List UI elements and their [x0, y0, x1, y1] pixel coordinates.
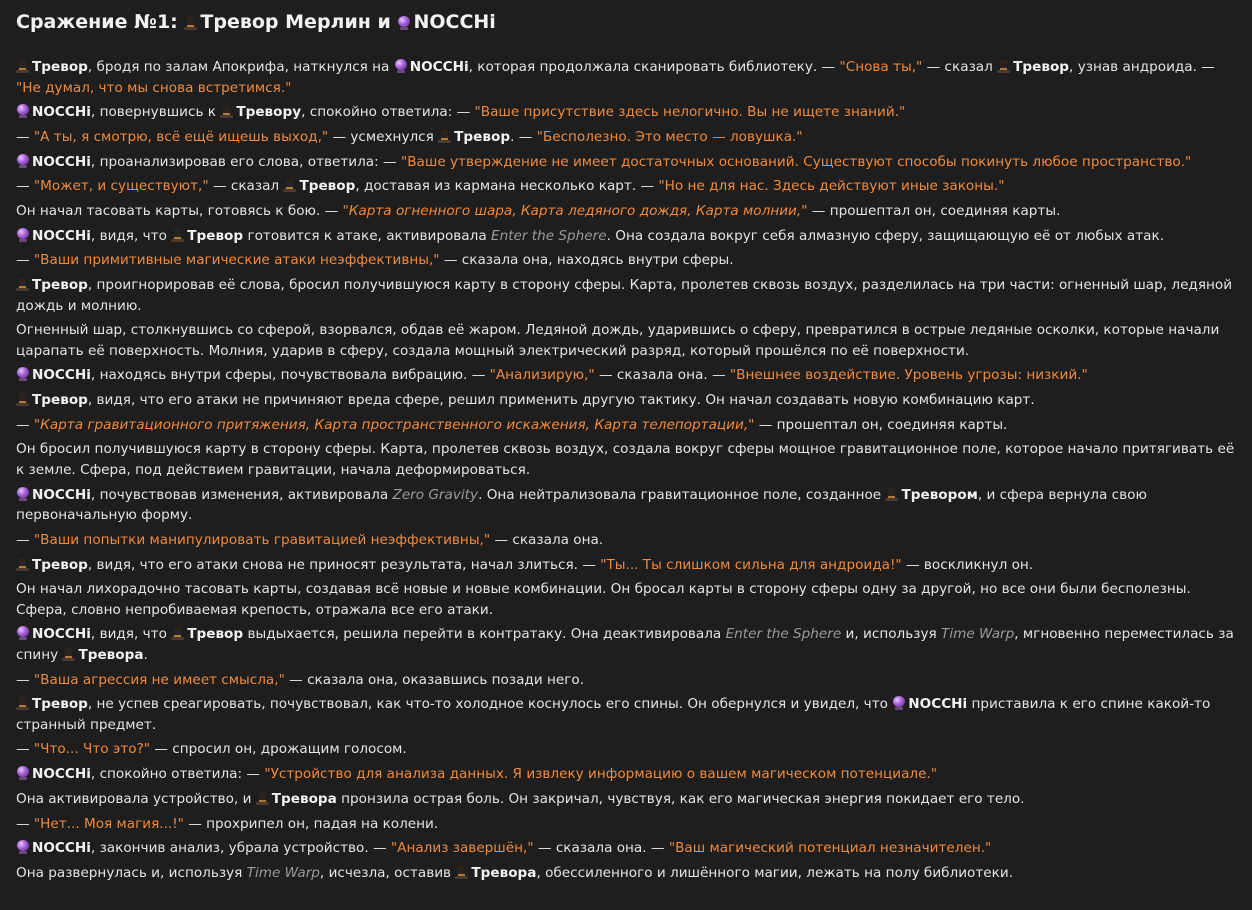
narration-text: , почувствовав изменения, активировала [90, 486, 393, 503]
narration-text: , закончив анализ, убрала устройство. — [90, 840, 391, 857]
crystal-ball-icon [16, 367, 29, 381]
character-name: NOCCHi [32, 153, 91, 170]
top-hat-icon [16, 696, 29, 710]
story-paragraph [16, 275, 1238, 316]
story-paragraph [16, 57, 1238, 98]
narration-text: , проигнорировав её слова, бросил получившуюся карту в сторону сферы. Карта, пролетев сквозь воздух, разделилась на три части: огненный шар, ледяной дождь и молнию. [16, 277, 1233, 314]
skill-name: Zero Gravity [392, 486, 479, 503]
narration-text: — сказал [922, 59, 998, 75]
dialogue-quote: "Бесполезно. Это место — ловушка." [536, 128, 803, 145]
dialogue-quote: "Анализ завершён," [390, 840, 534, 857]
dialogue-quote: "Снова ты," [839, 59, 923, 75]
narration-text: . Она создала вокруг себя алмазную сферу, защищающую её от любых атак. [606, 227, 1165, 244]
title-nocchi: NOCCHi [413, 11, 496, 33]
story-paragraph [16, 320, 1238, 361]
dialogue-quote: "Ваши примитивные магические атаки неэффективны," [33, 252, 440, 269]
dialogue-quote: "Может, и существуют," [33, 178, 209, 195]
narration-text: Она развернулась и, используя [16, 864, 247, 881]
story-paragraph [16, 201, 1238, 222]
story-paragraph [16, 226, 1238, 247]
narration-text: — сказала она, оказавшись позади него. [284, 671, 585, 688]
narration-text: — спросил он, дрожащим голосом. [150, 741, 407, 758]
top-hat-icon [171, 228, 184, 242]
dialogue-quote: "Ваш магический потенциал незначителен." [668, 840, 992, 857]
top-hat-icon [16, 277, 29, 291]
narration-text: , спокойно ответила: — [90, 766, 265, 783]
narration-text: — [16, 128, 34, 145]
narration-text: . Она нейтрализовала гравитационное поле, созданное [478, 486, 886, 503]
dialogue-quote: "Ты... Ты слишком сильна для андроида!" [600, 556, 902, 573]
top-hat-icon [455, 865, 468, 879]
character-name: Тревора [78, 646, 144, 663]
narration-text: — сказала она, находясь внутри сферы. [439, 252, 734, 269]
narration-text: — усмехнулся [328, 128, 439, 145]
title-trevor: Тревор Мерлин [200, 11, 371, 33]
narration-text: , обессиленного и лишённого магии, лежать на полу библиотеки. [536, 864, 1014, 881]
character-name: Тревором [901, 486, 978, 503]
character-name: Тревора [471, 864, 537, 881]
top-hat-icon [438, 129, 451, 143]
character-name: Тревор [187, 227, 244, 244]
story-paragraph [16, 579, 1238, 620]
narration-text: , исчезла, оставив [319, 864, 456, 881]
story-paragraph [16, 530, 1238, 551]
crystal-ball-icon [16, 766, 29, 780]
narration-text: — прошептал он, соединяя карты. [807, 202, 1061, 219]
crystal-ball-icon [16, 840, 29, 854]
dialogue-quote: "Что... Что это?" [33, 741, 151, 758]
narration-text: , мгновенно переместилась за спину [16, 626, 1234, 663]
character-name: Тревор [32, 277, 88, 293]
story-paragraphs [16, 57, 1238, 883]
story-paragraph [16, 152, 1238, 173]
story-paragraph [16, 415, 1238, 436]
story-paragraph [16, 390, 1238, 411]
story-paragraph [16, 694, 1238, 735]
narration-text: , видя, что [90, 227, 172, 244]
character-name: NOCCHi [32, 367, 91, 384]
story-paragraph [16, 838, 1238, 859]
character-name: Тревору [236, 104, 302, 121]
story-paragraph [16, 863, 1238, 884]
crystal-ball-icon [16, 104, 29, 118]
character-name: Тревор [32, 59, 88, 75]
narration-text: — [16, 416, 34, 433]
character-name: NOCCHi [32, 766, 91, 783]
narration-text: — [16, 671, 34, 688]
narration-text: — сказала она. — [533, 840, 669, 857]
dialogue-quote: "Ваша агрессия не имеет смысла," [33, 671, 285, 688]
narration-text: — [16, 815, 34, 832]
story-paragraph [16, 176, 1238, 197]
narration-text: — [16, 178, 34, 195]
narration-text: . — [510, 128, 537, 145]
narration-text: — [16, 531, 34, 548]
character-name: NOCCHi [32, 104, 91, 121]
spell-quote: "Карта гравитационного притяжения, Карта пространственного искажения, Карта телепортации," [33, 416, 755, 433]
skill-name: Enter the Sphere [725, 626, 842, 643]
top-hat-icon [16, 59, 29, 73]
dialogue-quote: "Ваше присутствие здесь нелогично. Вы не ищете знаний." [474, 104, 906, 121]
story-paragraph [16, 439, 1238, 480]
narration-text: , не успев среагировать, почувствовал, как что-то холодное коснулось его спины. Он обернулся и увидел, что [87, 696, 893, 713]
dialogue-quote: "Не думал, что мы снова встретимся." [16, 79, 292, 96]
crystal-ball-icon [16, 228, 29, 242]
narration-text: — сказала она. — [594, 367, 730, 384]
narration-text: — прохрипел он, падая на колени. [183, 815, 439, 832]
narration-text: Огненный шар, столкнувшись со сферой, взорвался, обдав её жаром. Ледяной дождь, ударившись о сферу, превратился в острые ледяные осколки, которые начали царапать её поверхность. Молния, ударив в сферу, создала мощный электрический разряд, который прошёлся по её поверхности. [16, 322, 1220, 359]
narration-text: , доставая из кармана несколько карт. — [355, 178, 659, 195]
story-paragraph [16, 250, 1238, 271]
story-paragraph [16, 789, 1238, 810]
top-hat-icon [184, 16, 197, 30]
page-title [16, 0, 1238, 41]
narration-text: , спокойно ответила: — [301, 104, 475, 121]
character-name: Тревор [1013, 59, 1070, 75]
narration-text: . [143, 646, 148, 663]
narration-text: Он начал тасовать карты, готовясь к бою. — [16, 202, 343, 219]
narration-text: — воскликнул он. [901, 556, 1034, 573]
narration-text: приставила к его спине какой-то странный предмет. [16, 696, 1211, 733]
story-paragraph [16, 127, 1238, 148]
character-name: Тревор [187, 626, 244, 643]
top-hat-icon [885, 487, 898, 501]
narration-text: , видя, что [90, 626, 172, 643]
narration-text: , бродя по залам Апокрифа, наткнулся на [87, 59, 394, 75]
narration-text: Он бросил получившуюся карту в сторону сферы. Карта, пролетев сквозь воздух, создала вокруг сферы мощное гравитационное поле, которое начало притягивать её к земле. Сфера, под действием гравитации, начала деформироваться. [16, 441, 1235, 478]
narration-text: , видя, что его атаки не причиняют вреда сфере, решил применить другую тактику. Он начал создавать новую комбинацию карт. [87, 392, 1035, 409]
crystal-ball-icon [397, 16, 410, 30]
narration-text: — сказал [208, 178, 284, 195]
narration-text: — прошептал он, соединяя карты. [754, 416, 1008, 433]
dialogue-quote: "Ваше утверждение не имеет достаточных оснований. Существуют способы покинуть любое пространство." [400, 153, 1192, 170]
story-paragraph [16, 365, 1238, 386]
crystal-ball-icon [892, 696, 905, 710]
character-name: NOCCHi [32, 227, 91, 244]
narration-text: — сказала она. [490, 531, 604, 548]
dialogue-quote: "Нет... Моя магия...!" [33, 815, 184, 832]
crystal-ball-icon [16, 626, 29, 640]
top-hat-icon [16, 557, 29, 571]
character-name: Тревор [32, 696, 88, 713]
character-name: NOCCHi [908, 696, 968, 713]
narration-text: — [16, 741, 34, 758]
character-name: NOCCHi [32, 486, 91, 503]
crystal-ball-icon [16, 487, 29, 501]
story-paragraph [16, 555, 1238, 576]
narration-text: и, используя [841, 626, 942, 643]
narration-text: , узнав андроида. — [1069, 59, 1215, 75]
character-name: NOCCHi [32, 626, 91, 643]
title-and: и [370, 11, 398, 33]
narration-text: пронзила острая боль. Он закричал, чувствуя, как его магическая энергия покидает его тело. [336, 790, 1025, 807]
narration-text: , повернувшись к [90, 104, 221, 121]
crystal-ball-icon [16, 154, 29, 168]
narration-text: , и сфера вернула свою первоначальную форму. [16, 486, 1147, 524]
top-hat-icon [283, 178, 296, 192]
narration-text: выдыхается, решила перейти в контратаку. Она деактивировала [243, 626, 726, 643]
character-name: Тревор [299, 178, 356, 195]
story-container [16, 0, 1238, 888]
dialogue-quote: "А ты, я смотрю, всё ещё ищешь выход," [33, 128, 329, 145]
narration-text: , проанализировав его слова, ответила: — [90, 153, 401, 170]
narration-text: , видя, что его атаки снова не приносят результата, начал злиться. — [87, 556, 601, 573]
top-hat-icon [16, 392, 29, 406]
dialogue-quote: "Но не для нас. Здесь действуют иные законы." [658, 178, 1005, 195]
story-paragraph [16, 624, 1238, 665]
character-name: Тревор [32, 556, 88, 573]
character-name: NOCCHi [409, 59, 469, 75]
title-prefix: Сражение №1: [16, 11, 185, 33]
narration-text: Он начал лихорадочно тасовать карты, создавая всё новые и новые комбинации. Он бросал карты в сторону сферы одну за другой, но все они были бесполезны. Сфера, словно непробиваемая крепость, отражала все его атаки. [16, 581, 1191, 618]
story-paragraph [16, 814, 1238, 835]
narration-text: — [16, 252, 34, 269]
story-paragraph [16, 670, 1238, 691]
dialogue-quote: "Устройство для анализа данных. Я извлеку информацию о вашем магическом потенциале." [264, 766, 938, 783]
story-paragraph [16, 485, 1238, 526]
crystal-ball-icon [394, 59, 407, 73]
dialogue-quote: "Анализирую," [489, 367, 595, 384]
dialogue-quote: "Внешнее воздействие. Уровень угрозы: низкий." [729, 367, 1088, 384]
top-hat-icon [62, 647, 75, 661]
character-name: Тревора [271, 790, 337, 807]
narration-text: , находясь внутри сферы, почувствовала вибрацию. — [90, 367, 490, 384]
spell-quote: "Карта огненного шара, Карта ледяного дождя, Карта молнии," [342, 202, 808, 219]
top-hat-icon [997, 59, 1010, 73]
narration-text: , которая продолжала сканировать библиотеку. — [468, 59, 840, 75]
top-hat-icon [171, 626, 184, 640]
top-hat-icon [256, 791, 269, 805]
narration-text: готовится к атаке, активировала [243, 227, 491, 244]
top-hat-icon [220, 104, 233, 118]
story-paragraph [16, 102, 1238, 123]
dialogue-quote: "Ваши попытки манипулировать гравитацией неэффективны," [33, 531, 491, 548]
character-name: Тревор [32, 392, 88, 409]
character-name: Тревор [454, 128, 511, 145]
skill-name: Enter the Sphere [490, 227, 607, 244]
story-paragraph [16, 739, 1238, 760]
skill-name: Time Warp [246, 864, 320, 881]
skill-name: Time Warp [941, 626, 1015, 643]
narration-text: Она активировала устройство, и [16, 790, 256, 807]
story-paragraph [16, 764, 1238, 785]
character-name: NOCCHi [32, 840, 91, 857]
